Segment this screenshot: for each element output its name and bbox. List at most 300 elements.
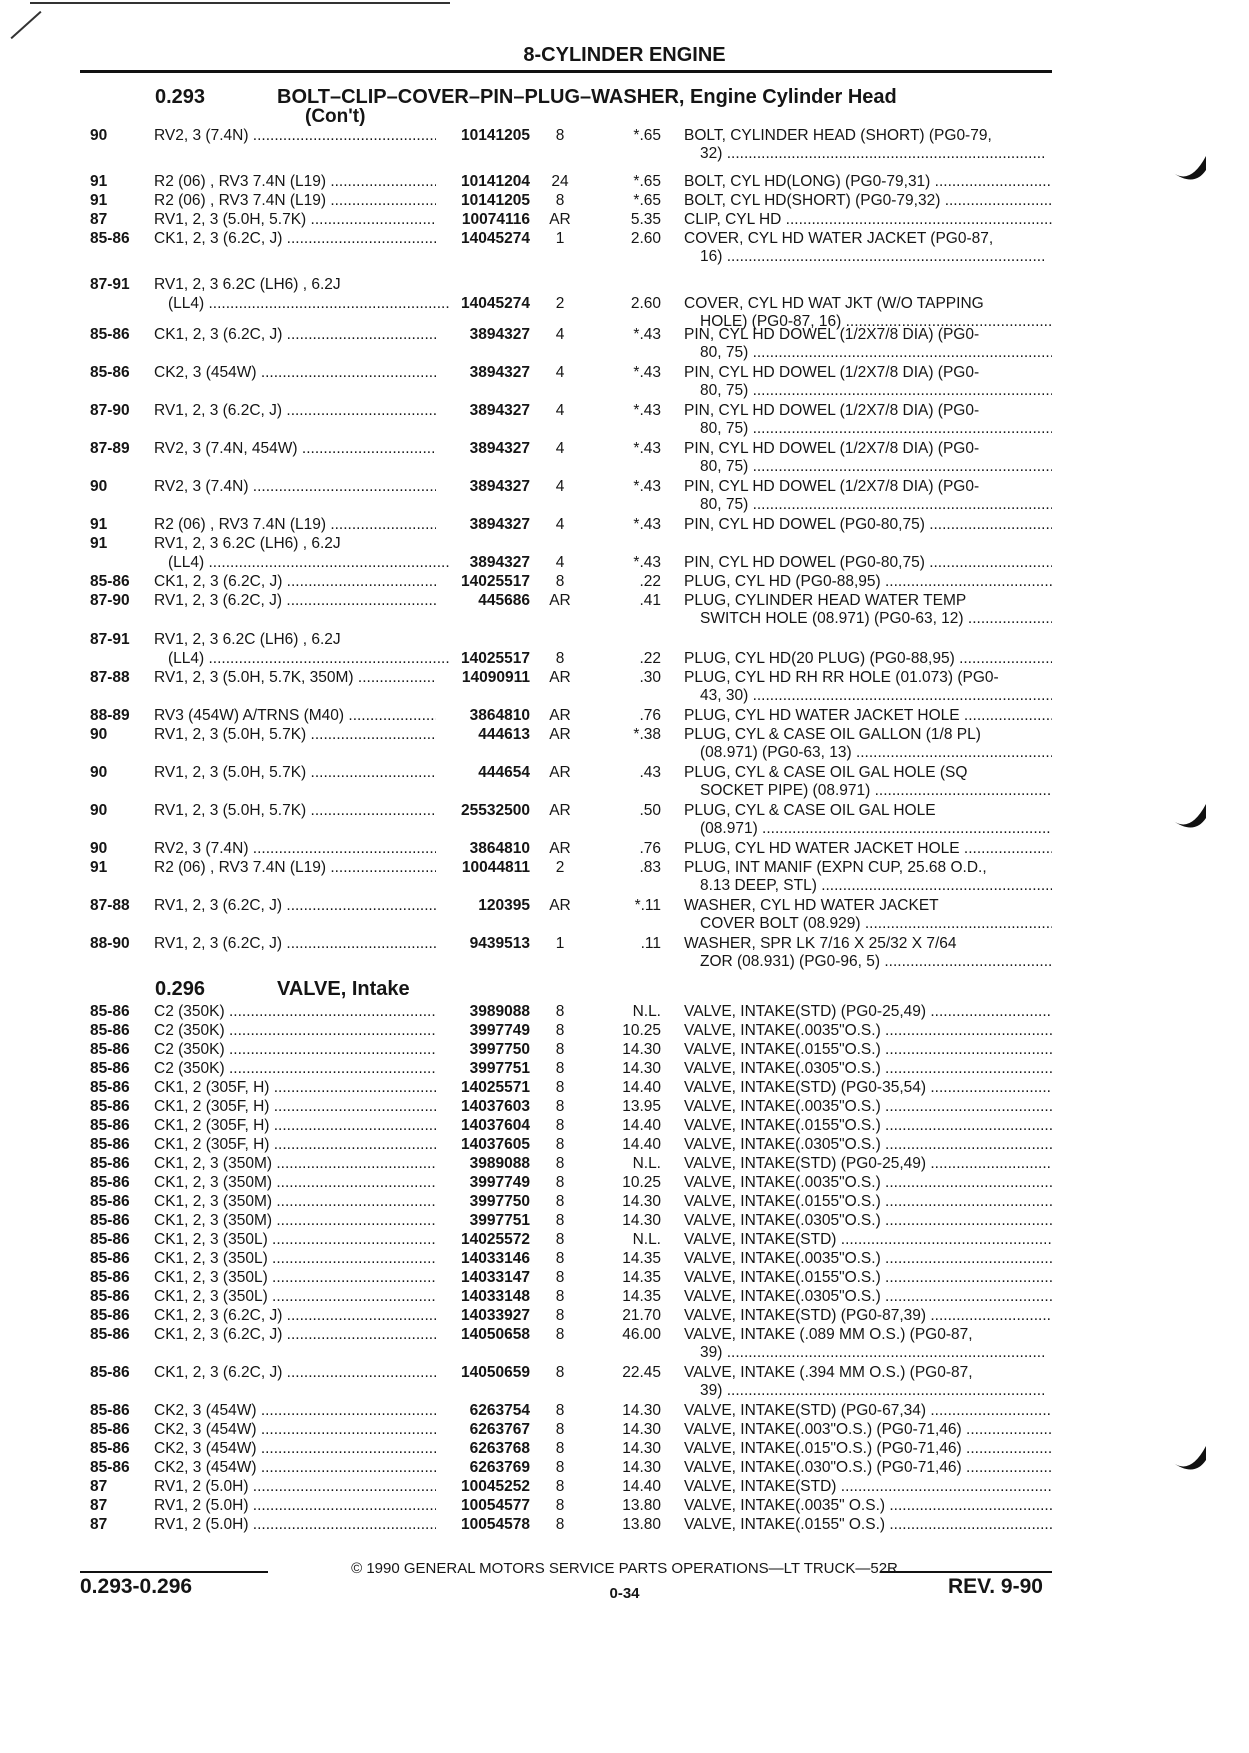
cell-price: N.L. <box>632 1155 661 1172</box>
cell-model: CK1, 2, 3 (6.2C, J) ..... <box>154 1325 436 1344</box>
table-row <box>0 1021 1249 1040</box>
cell-quantity: 8 <box>555 1421 565 1438</box>
table-row <box>0 477 1249 496</box>
footer-revision: REV. 9-90 <box>948 1575 1043 1598</box>
cell-part-number: 3894327 <box>469 402 530 419</box>
cell-year: 85-86 <box>90 1421 130 1438</box>
cell-quantity: AR <box>549 707 571 724</box>
cell-quantity: 8 <box>555 1022 565 1039</box>
cell-quantity: 8 <box>555 1250 565 1267</box>
cell-model: CK1, 2, 3 (6.2C, J) ..... <box>154 1306 436 1325</box>
section-code: 0.296 <box>155 978 206 1000</box>
cell-year: 85-86 <box>90 1364 130 1381</box>
cell-quantity: 1 <box>555 935 565 952</box>
cell-model: CK2, 3 (454W) ..... <box>154 1420 436 1439</box>
cell-model: RV1, 2, 3 (6.2C, J) ..... <box>154 934 436 953</box>
cell-description: VALVE, INTAKE(.0035" O.S.) ..... <box>684 1496 1052 1515</box>
cell-price: 10.25 <box>622 1174 661 1191</box>
cell-year: 85-86 <box>90 573 130 590</box>
cell-quantity: 8 <box>555 1516 565 1533</box>
section-code: 0.293 <box>155 86 206 108</box>
cell-part-number: 6263767 <box>469 1421 530 1438</box>
cell-model: RV1, 2, 3 (6.2C, J) ..... <box>154 401 436 420</box>
cell-quantity: 8 <box>555 1269 565 1286</box>
cell-year: 88-89 <box>90 707 130 724</box>
cell-quantity: AR <box>549 802 571 819</box>
cell-description: VALVE, INTAKE(STD) (PG0-35,54) ..... <box>684 1078 1052 1097</box>
cell-year: 85-86 <box>90 1003 130 1020</box>
cell-part-number: 10054577 <box>461 1497 530 1514</box>
cell-description-continued: COVER BOLT (08.929) ..... <box>700 914 1052 933</box>
table-row <box>0 1078 1249 1097</box>
table-row <box>0 1477 1249 1496</box>
table-row <box>0 801 1249 820</box>
cell-price: .41 <box>639 592 661 609</box>
cell-part-number: 9439513 <box>469 935 530 952</box>
cell-year: 85-86 <box>90 1060 130 1077</box>
cell-description-continued: (08.971) ..... <box>700 819 1052 838</box>
cell-quantity: 8 <box>555 1364 565 1381</box>
cell-quantity: 8 <box>555 1193 565 1210</box>
cell-description: VALVE, INTAKE(STD) ..... <box>684 1230 1052 1249</box>
table-row-description-continued <box>0 1381 1249 1400</box>
cell-price: 14.30 <box>622 1193 661 1210</box>
cell-model: CK1, 2, 3 (6.2C, J) ..... <box>154 572 436 591</box>
cell-model: RV3 (454W) A/TRNS (M40) ..... <box>154 706 436 725</box>
cell-price: *.65 <box>633 173 661 190</box>
cell-description: VALVE, INTAKE(.030"O.S.) (PG0-71,46) ..... <box>684 1458 1052 1477</box>
cell-part-number: 14045274 <box>461 295 530 312</box>
cell-year: 85-86 <box>90 1288 130 1305</box>
cell-model: RV2, 3 (7.4N, 454W) ..... <box>154 439 436 458</box>
table-row-description-continued <box>0 781 1249 800</box>
cell-price: .76 <box>639 840 661 857</box>
table-row <box>0 363 1249 382</box>
table-row <box>0 668 1249 687</box>
table-row-description-continued <box>0 343 1249 362</box>
cell-quantity: 4 <box>555 364 565 381</box>
cell-description: VALVE, INTAKE(STD) (PG0-67,34) ..... <box>684 1401 1052 1420</box>
cell-quantity: 4 <box>555 478 565 495</box>
cell-part-number: 3864810 <box>469 840 530 857</box>
cell-part-number: 14025517 <box>461 650 530 667</box>
cell-quantity: 8 <box>555 127 565 144</box>
cell-model: CK1, 2, 3 (350L) ..... <box>154 1230 436 1249</box>
table-row-description-continued <box>0 495 1249 514</box>
table-row-description-continued <box>0 609 1249 628</box>
cell-model-continued: (LL4) ..... <box>168 553 450 572</box>
table-row <box>0 1059 1249 1078</box>
cell-model: CK2, 3 (454W) ..... <box>154 363 436 382</box>
cell-price: 14.35 <box>622 1250 661 1267</box>
cell-model: CK2, 3 (454W) ..... <box>154 1401 436 1420</box>
cell-price: *.43 <box>633 402 661 419</box>
cell-description: VALVE, INTAKE(.0305"O.S.) ..... <box>684 1287 1052 1306</box>
cell-model: CK1, 2 (305F, H) ..... <box>154 1135 436 1154</box>
cell-model: CK1, 2, 3 (6.2C, J) ..... <box>154 229 436 248</box>
cell-quantity: 4 <box>555 402 565 419</box>
cell-part-number: 3997749 <box>469 1022 530 1039</box>
cell-year: 85-86 <box>90 1307 130 1324</box>
cell-part-number: 14033148 <box>461 1288 530 1305</box>
cell-model-continued: (LL4) ..... <box>168 294 450 313</box>
cell-model: R2 (06) , RV3 7.4N (L19) ..... <box>154 191 436 210</box>
table-row <box>0 858 1249 877</box>
cell-description: PIN, CYL HD DOWEL (PG0-80,75) ..... <box>684 515 1052 534</box>
cell-year: 87 <box>90 1478 108 1495</box>
cell-year: 85-86 <box>90 326 130 343</box>
table-row <box>0 1268 1249 1287</box>
cell-model: CK1, 2, 3 (350M) ..... <box>154 1154 436 1173</box>
cell-model: C2 (350K) ..... <box>154 1040 436 1059</box>
cell-year: 85-86 <box>90 1117 130 1134</box>
cell-description: VALVE, INTAKE(.0035"O.S.) ..... <box>684 1097 1052 1116</box>
cell-description: VALVE, INTAKE(STD) (PG0-25,49) ..... <box>684 1154 1052 1173</box>
cell-quantity: 8 <box>555 1440 565 1457</box>
cell-description-continued: 80, 75) ..... <box>700 419 1052 438</box>
cell-part-number: 10141204 <box>461 173 530 190</box>
cell-quantity: 8 <box>555 192 565 209</box>
cell-price: *.38 <box>633 726 661 743</box>
cell-price: 2.60 <box>630 295 661 312</box>
table-row-description-continued <box>0 743 1249 762</box>
cell-quantity: 8 <box>555 1098 565 1115</box>
cell-part-number: 14037603 <box>461 1098 530 1115</box>
cell-description: BOLT, CYL HD(LONG) (PG0-79,31) ..... <box>684 172 1052 191</box>
cell-model: RV1, 2 (5.0H) ..... <box>154 1477 436 1496</box>
table-row <box>0 210 1249 229</box>
cell-price: 14.30 <box>622 1440 661 1457</box>
table-row-description-continued <box>0 819 1249 838</box>
cell-year: 87 <box>90 1497 108 1514</box>
table-row <box>0 1002 1249 1021</box>
cell-year: 85-86 <box>90 1402 130 1419</box>
cell-year: 85-86 <box>90 1136 130 1153</box>
cell-part-number: 3997751 <box>469 1060 530 1077</box>
cell-model: R2 (06) , RV3 7.4N (L19) ..... <box>154 515 436 534</box>
cell-part-number: 14025572 <box>461 1231 530 1248</box>
cell-year: 85-86 <box>90 1155 130 1172</box>
table-row <box>0 1458 1249 1477</box>
cell-year: 85-86 <box>90 1174 130 1191</box>
cell-description: PLUG, INT MANIF (EXPN CUP, 25.68 O.D., <box>684 859 987 876</box>
cell-quantity: 4 <box>555 554 565 571</box>
cell-part-number: 14045274 <box>461 230 530 247</box>
cell-quantity: AR <box>549 592 571 609</box>
cell-part-number: 445686 <box>478 592 530 609</box>
cell-part-number: 3997749 <box>469 1174 530 1191</box>
cell-year: 88-90 <box>90 935 130 952</box>
cell-description-continued: HOLE) (PG0-87, 16) ..... <box>700 312 1052 331</box>
cell-model: RV1, 2, 3 (5.0H, 5.7K) ..... <box>154 763 436 782</box>
cell-model: C2 (350K) ..... <box>154 1059 436 1078</box>
cell-price: 14.30 <box>622 1421 661 1438</box>
cell-model: RV1, 2, 3 (5.0H, 5.7K) ..... <box>154 725 436 744</box>
cell-description: PIN, CYL HD DOWEL (PG0-80,75) ..... <box>684 553 1052 572</box>
section-title: BOLT–CLIP–COVER–PIN–PLUG–WASHER, Engine Cylinder Head <box>277 86 897 108</box>
cell-price: *.11 <box>634 897 661 914</box>
punch-hole-mark <box>1170 1442 1208 1476</box>
table-row <box>0 1116 1249 1135</box>
table-row <box>0 934 1249 953</box>
cell-price: .76 <box>639 707 661 724</box>
cell-year: 85-86 <box>90 1193 130 1210</box>
cell-price: *.43 <box>633 440 661 457</box>
cell-price: *.43 <box>633 478 661 495</box>
table-row-description-continued <box>0 686 1249 705</box>
cell-year: 85-86 <box>90 1098 130 1115</box>
cell-price: 14.30 <box>622 1041 661 1058</box>
cell-model-continued: (LL4) ..... <box>168 649 450 668</box>
cell-description: VALVE, INTAKE(STD) (PG0-25,49) ..... <box>684 1002 1052 1021</box>
table-row-description-continued <box>0 457 1249 476</box>
cell-model: RV1, 2, 3 (5.0H, 5.7K, 350M) ..... <box>154 668 436 687</box>
table-row <box>0 763 1249 782</box>
cell-part-number: 6263769 <box>469 1459 530 1476</box>
cell-description: PLUG, CYL & CASE OIL GAL HOLE (SQ <box>684 764 968 781</box>
cell-description: VALVE, INTAKE(STD) ..... <box>684 1477 1052 1496</box>
cell-part-number: 10074116 <box>461 211 530 228</box>
cell-part-number: 444613 <box>478 726 530 743</box>
cell-year: 87-90 <box>90 402 130 419</box>
cell-part-number: 14033147 <box>461 1269 530 1286</box>
cell-year: 85-86 <box>90 1041 130 1058</box>
cell-model: CK1, 2, 3 (350M) ..... <box>154 1173 436 1192</box>
table-row <box>0 1306 1249 1325</box>
cell-description: WASHER, CYL HD WATER JACKET <box>684 897 939 914</box>
cell-part-number: 14025517 <box>461 573 530 590</box>
cell-price: 14.40 <box>622 1079 661 1096</box>
cell-quantity: 4 <box>555 440 565 457</box>
footer-page-number: 0-34 <box>609 1585 640 1602</box>
cell-quantity: 8 <box>555 1288 565 1305</box>
cell-model: RV1, 2 (5.0H) ..... <box>154 1515 436 1534</box>
cell-model: RV1, 2 (5.0H) ..... <box>154 1496 436 1515</box>
cell-price: N.L. <box>632 1231 661 1248</box>
cell-year: 87-88 <box>90 669 130 686</box>
table-row <box>0 1515 1249 1534</box>
cell-description-continued: 32) ..... <box>700 144 1052 163</box>
cell-part-number: 3997750 <box>469 1041 530 1058</box>
cell-description-continued: 39) ..... <box>700 1343 1052 1362</box>
cell-price: .30 <box>639 669 661 686</box>
cell-quantity: 8 <box>555 1459 565 1476</box>
cell-quantity: 8 <box>555 650 565 667</box>
cell-price: 5.35 <box>630 211 661 228</box>
cell-description: CLIP, CYL HD ..... <box>684 210 1052 229</box>
table-row <box>0 1097 1249 1116</box>
table-row <box>0 515 1249 534</box>
cell-description: VALVE, INTAKE(.0305"O.S.) ..... <box>684 1135 1052 1154</box>
cell-description: VALVE, INTAKE(.0155"O.S.) ..... <box>684 1192 1052 1211</box>
cell-part-number: 14033927 <box>461 1307 530 1324</box>
cell-price: .22 <box>639 573 661 590</box>
cell-description: COVER, CYL HD WAT JKT (W/O TAPPING <box>684 295 984 312</box>
cell-model: RV1, 2, 3 6.2C (LH6) , 6.2J <box>154 535 341 552</box>
cell-model: CK1, 2 (305F, H) ..... <box>154 1097 436 1116</box>
cell-year: 85-86 <box>90 1459 130 1476</box>
cell-year: 91 <box>90 859 108 876</box>
cell-year: 87 <box>90 1516 108 1533</box>
cell-model: RV1, 2, 3 (5.0H, 5.7K) ..... <box>154 210 436 229</box>
cell-description: PIN, CYL HD DOWEL (1/2X7/8 DIA) (PG0- <box>684 402 980 419</box>
cell-description: WASHER, SPR LK 7/16 X 25/32 X 7/64 <box>684 935 957 952</box>
table-row-description-continued <box>0 419 1249 438</box>
cell-description: VALVE, INTAKE(.003"O.S.) (PG0-71,46) ..... <box>684 1420 1052 1439</box>
cell-quantity: AR <box>549 211 571 228</box>
cell-description-continued: SWITCH HOLE (08.971) (PG0-63, 12) ..... <box>700 609 1052 628</box>
cell-year: 87-88 <box>90 897 130 914</box>
cell-quantity: 8 <box>555 1079 565 1096</box>
table-row-model-line <box>0 275 1249 294</box>
punch-hole-mark <box>1170 152 1208 186</box>
cell-description: PIN, CYL HD DOWEL (1/2X7/8 DIA) (PG0- <box>684 440 980 457</box>
table-row <box>0 1249 1249 1268</box>
cell-year: 85-86 <box>90 1079 130 1096</box>
cell-quantity: 8 <box>555 1155 565 1172</box>
cell-year: 85-86 <box>90 230 130 247</box>
table-row <box>0 591 1249 610</box>
cell-year: 85-86 <box>90 364 130 381</box>
table-row-description-continued <box>0 247 1249 266</box>
cell-quantity: 24 <box>551 173 569 190</box>
cell-model: RV2, 3 (7.4N) ..... <box>154 839 436 858</box>
cell-model: CK1, 2 (305F, H) ..... <box>154 1116 436 1135</box>
cell-part-number: 3894327 <box>469 516 530 533</box>
cell-year: 91 <box>90 192 108 209</box>
cell-model: RV1, 2, 3 (6.2C, J) ..... <box>154 591 436 610</box>
cell-quantity: 8 <box>555 1307 565 1324</box>
cell-quantity: AR <box>549 726 571 743</box>
cell-description: VALVE, INTAKE(.0155"O.S.) ..... <box>684 1268 1052 1287</box>
cell-quantity: 8 <box>555 1174 565 1191</box>
cell-year: 85-86 <box>90 1231 130 1248</box>
cell-description: VALVE, INTAKE(STD) (PG0-87,39) ..... <box>684 1306 1052 1325</box>
cell-year: 90 <box>90 478 108 495</box>
cell-price: 13.80 <box>622 1516 661 1533</box>
cell-quantity: AR <box>549 669 571 686</box>
cell-price: 13.80 <box>622 1497 661 1514</box>
cell-description: PIN, CYL HD DOWEL (1/2X7/8 DIA) (PG0- <box>684 364 980 381</box>
cell-price: *.43 <box>633 326 661 343</box>
cell-description-continued: 8.13 DEEP, STL) ..... <box>700 876 1052 895</box>
cell-price: *.43 <box>633 516 661 533</box>
cell-price: 2.60 <box>630 230 661 247</box>
cell-year: 90 <box>90 802 108 819</box>
cell-price: 14.30 <box>622 1459 661 1476</box>
cell-quantity: 8 <box>555 1060 565 1077</box>
cell-quantity: 8 <box>555 573 565 590</box>
cell-description: VALVE, INTAKE(.0035"O.S.) ..... <box>684 1249 1052 1268</box>
cell-description: VALVE, INTAKE(.0305"O.S.) ..... <box>684 1211 1052 1230</box>
cell-model: RV1, 2, 3 (5.0H, 5.7K) ..... <box>154 801 436 820</box>
cell-description: VALVE, INTAKE(.0155"O.S.) ..... <box>684 1040 1052 1059</box>
cell-part-number: 10141205 <box>461 192 530 209</box>
cell-model: CK1, 2, 3 (350M) ..... <box>154 1192 436 1211</box>
cell-quantity: AR <box>549 840 571 857</box>
cell-description: PLUG, CYLINDER HEAD WATER TEMP <box>684 592 967 609</box>
cell-year: 85-86 <box>90 1269 130 1286</box>
table-row <box>0 325 1249 344</box>
cell-part-number: 444654 <box>478 764 530 781</box>
cell-year: 90 <box>90 840 108 857</box>
cell-price: .22 <box>639 650 661 667</box>
cell-description: PIN, CYL HD DOWEL (1/2X7/8 DIA) (PG0- <box>684 326 980 343</box>
table-row <box>0 126 1249 145</box>
cell-part-number: 10141205 <box>461 127 530 144</box>
cell-quantity: 8 <box>555 1136 565 1153</box>
table-row-model-line <box>0 630 1249 649</box>
cell-part-number: 3894327 <box>469 364 530 381</box>
cell-description: COVER, CYL HD WATER JACKET (PG0-87, <box>684 230 994 247</box>
cell-year: 85-86 <box>90 1212 130 1229</box>
cell-model: R2 (06) , RV3 7.4N (L19) ..... <box>154 172 436 191</box>
cell-price: N.L. <box>632 1003 661 1020</box>
table-row <box>0 229 1249 248</box>
cell-model: CK2, 3 (454W) ..... <box>154 1439 436 1458</box>
cell-year: 90 <box>90 127 108 144</box>
cell-year: 85-86 <box>90 1440 130 1457</box>
cell-price: *.65 <box>633 192 661 209</box>
cell-year: 90 <box>90 726 108 743</box>
footer-copyright: © 1990 GENERAL MOTORS SERVICE PARTS OPERATIONS—LT TRUCK—52R <box>351 1560 898 1577</box>
table-row <box>0 294 1249 313</box>
cell-description: BOLT, CYLINDER HEAD (SHORT) (PG0-79, <box>684 127 992 144</box>
cell-quantity: 8 <box>555 1402 565 1419</box>
cell-part-number: 3989088 <box>469 1155 530 1172</box>
cell-price: *.65 <box>633 127 661 144</box>
table-row <box>0 439 1249 458</box>
cell-part-number: 3864810 <box>469 707 530 724</box>
table-row-model-line <box>0 534 1249 553</box>
cell-part-number: 3894327 <box>469 554 530 571</box>
footer-section-range: 0.293-0.296 <box>80 1575 193 1598</box>
cell-price: 14.35 <box>622 1269 661 1286</box>
cell-part-number: 14025571 <box>461 1079 530 1096</box>
cell-year: 91 <box>90 516 108 533</box>
cell-model: CK1, 2, 3 (350M) ..... <box>154 1211 436 1230</box>
cell-description: VALVE, INTAKE (.394 MM O.S.) (PG0-87, <box>684 1364 973 1381</box>
cell-model: RV1, 2, 3 6.2C (LH6) , 6.2J <box>154 631 341 648</box>
cell-quantity: 8 <box>555 1041 565 1058</box>
cell-price: .83 <box>639 859 661 876</box>
table-row <box>0 1287 1249 1306</box>
cell-part-number: 14037605 <box>461 1136 530 1153</box>
cell-model: R2 (06) , RV3 7.4N (L19) ..... <box>154 858 436 877</box>
cell-quantity: 2 <box>555 859 565 876</box>
cell-price: .43 <box>639 764 661 781</box>
cell-price: *.43 <box>633 364 661 381</box>
cell-price: 10.25 <box>622 1022 661 1039</box>
table-row <box>0 706 1249 725</box>
cell-description: PLUG, CYL HD RH RR HOLE (01.073) (PG0- <box>684 669 999 686</box>
cell-description-continued: 39) ..... <box>700 1381 1052 1400</box>
punch-hole-mark <box>1170 800 1208 834</box>
cell-description-continued: 80, 75) ..... <box>700 381 1052 400</box>
cell-year: 87 <box>90 211 108 228</box>
table-row <box>0 1420 1249 1439</box>
section-continued: (Con't) <box>305 106 366 127</box>
cell-year: 90 <box>90 764 108 781</box>
cell-description: PLUG, CYL HD(20 PLUG) (PG0-88,95) ..... <box>684 649 1052 668</box>
cell-price: 14.30 <box>622 1060 661 1077</box>
table-row <box>0 1154 1249 1173</box>
cell-description: PLUG, CYL HD WATER JACKET HOLE ..... <box>684 706 1052 725</box>
cell-part-number: 3894327 <box>469 326 530 343</box>
cell-quantity: 8 <box>555 1117 565 1134</box>
table-row <box>0 1211 1249 1230</box>
cell-part-number: 14033146 <box>461 1250 530 1267</box>
